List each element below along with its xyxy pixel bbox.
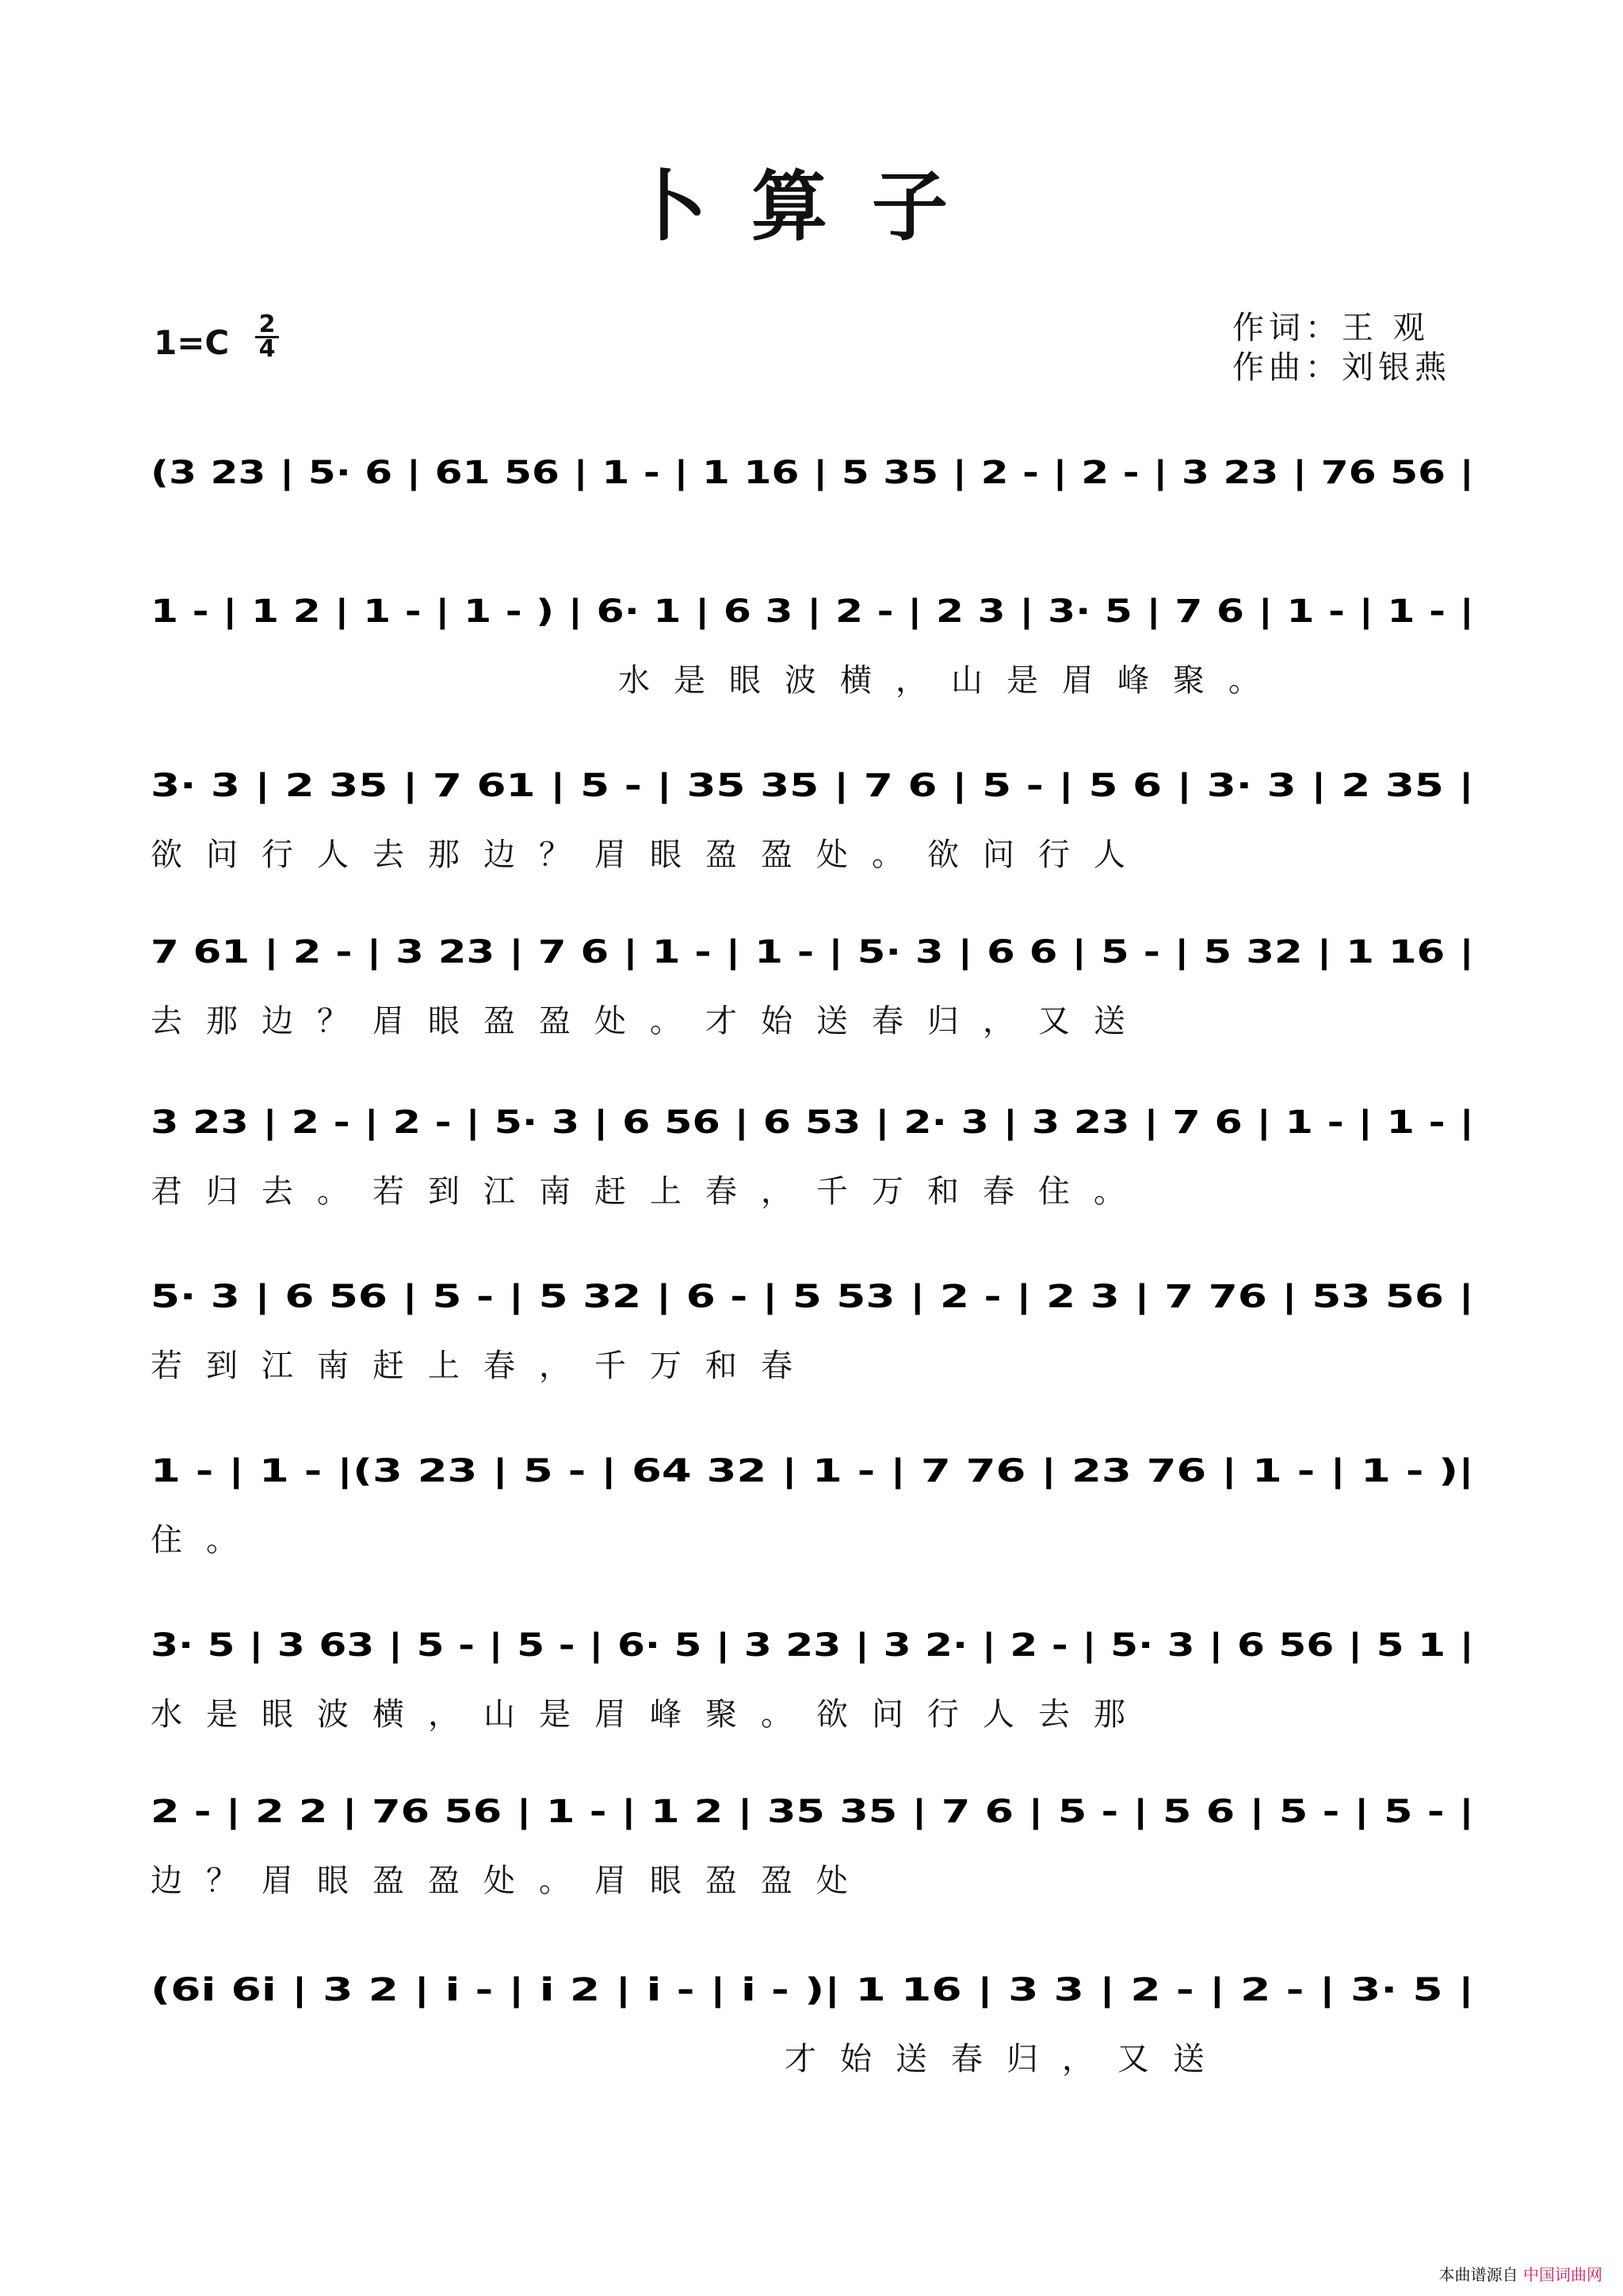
notation-text: 7 61 | 2 - | 3 23 | 7 6 | 1 - | 1 - | 5· 3 | 6 6 | 5 - | 5 32 | 1 16 | (151, 934, 1182, 971)
lyrics-line: 欲问行人去那边？眉眼盈盈处。欲问行人 (151, 837, 1149, 873)
notation-svg (151, 1442, 1482, 1505)
notation-text: 1 - | 1 - |(3 23 | 5 - | 64 32 | 1 - | 7 76 | 23 76 | 1 - | 1 - )| (151, 1453, 1125, 1489)
notation-svg (151, 1616, 1482, 1680)
notation-svg (151, 582, 1482, 646)
staff-line (151, 582, 1482, 741)
notation-row (151, 757, 1482, 820)
lyrics-line (151, 517, 1482, 556)
staff-line (151, 1783, 1482, 1941)
notation-text: 3· 3 | 2 35 | 7 61 | 5 - | 35 35 | 7 6 | 5 - | 5 6 | 3· 3 | 2 35 | (151, 768, 1144, 804)
staff-line (151, 757, 1482, 915)
composer-credit: 作曲：刘银燕 (1232, 349, 1451, 386)
notation-svg (151, 757, 1482, 820)
notation-row (151, 1783, 1482, 1846)
staff-line (151, 1093, 1482, 1252)
notation-row (151, 1616, 1482, 1680)
notation-text: (6i 6i | 3 2 | i - | i 2 | i - | i - )| 1 16 | 3 3 | 2 - | 2 - | 3· 5 | (151, 1972, 1113, 2008)
notation-text: 3 23 | 2 - | 2 - | 5· 3 | 6 56 | 6 53 | 2· 3 | 3 23 | 7 6 | 1 - | 1 - | (151, 1104, 1193, 1141)
source-footer (1439, 2262, 1602, 2285)
notation-text: 2 - | 2 2 | 76 56 | 1 - | 1 2 | 35 35 | 7 6 | 5 - | 5 6 | 5 - | 5 - | (151, 1794, 1160, 1830)
notation-svg (151, 444, 1482, 507)
notation-text: 5· 3 | 6 56 | 5 - | 5 32 | 6 - | 5 53 | 2 - | 2 3 | 7 76 | 53 56 | (151, 1279, 1146, 1315)
song-title: 卜算子 (631, 162, 992, 251)
staff-line (151, 1442, 1482, 1600)
notation-row (151, 923, 1482, 986)
staff-line (151, 1268, 1482, 1426)
lyricist-credit: 作词：王 观 (1232, 310, 1430, 346)
notation-svg (151, 1783, 1482, 1846)
lyrics-line: 若到江南赶上春，千万和春 (151, 1348, 816, 1384)
staff-line (151, 923, 1482, 1081)
notation-row (151, 582, 1482, 646)
staff-line (151, 1616, 1482, 1775)
lyrics-line: 水是眼波横，山是眉峰聚。 (618, 662, 1284, 699)
lyrics-line: 君归去。若到江南赶上春，千万和春住。 (151, 1173, 1149, 1210)
staff-line (151, 1961, 1482, 2119)
notation-svg (151, 1093, 1482, 1157)
notation-row (151, 1961, 1482, 2024)
key-signature: 1=C (154, 323, 230, 362)
notation-row (151, 444, 1482, 507)
lyrics-line: 住。 (151, 1522, 262, 1558)
notation-row (151, 1442, 1482, 1505)
notation-row (151, 1093, 1482, 1157)
notation-svg (151, 1268, 1482, 1331)
lyrics-line: 边？眉眼盈盈处。眉眼盈盈处 (151, 1863, 872, 1899)
notation-svg (151, 1961, 1482, 2024)
lyrics-line: 水是眼波横，山是眉峰聚。欲问行人去那 (151, 1696, 1149, 1733)
lyrics-line: 才始送春归，又送 (785, 2041, 1228, 2077)
footer-source-label: 本曲谱源自 (1438, 2265, 1518, 2284)
time-signature-numerator: 2 (258, 311, 276, 338)
notation-text: 3· 5 | 3 63 | 5 - | 5 - | 6· 5 | 3 23 | 3 2· | 2 - | 5· 3 | 6 56 | 5 1 | (151, 1627, 1205, 1664)
staff-line (151, 444, 1482, 602)
footer-site-name: 中国词曲网 (1523, 2265, 1602, 2284)
notation-svg (151, 923, 1482, 986)
notation-row (151, 1268, 1482, 1331)
notation-text: 1 - | 1 2 | 1 - | 1 - ) | 6· 1 | 6 3 | 2 - | 2 3 | 3· 5 | 7 6 | 1 - | 1 - | (151, 593, 1201, 630)
lyrics-line: 去那边？眉眼盈盈处。才始送春归，又送 (151, 1003, 1149, 1039)
notation-text: (3 23 | 5· 6 | 61 56 | 1 - | 1 16 | 5 35 | 2 - | 2 - | 3 23 | 76 56 | (151, 455, 1205, 491)
time-signature-denominator: 4 (255, 336, 279, 360)
